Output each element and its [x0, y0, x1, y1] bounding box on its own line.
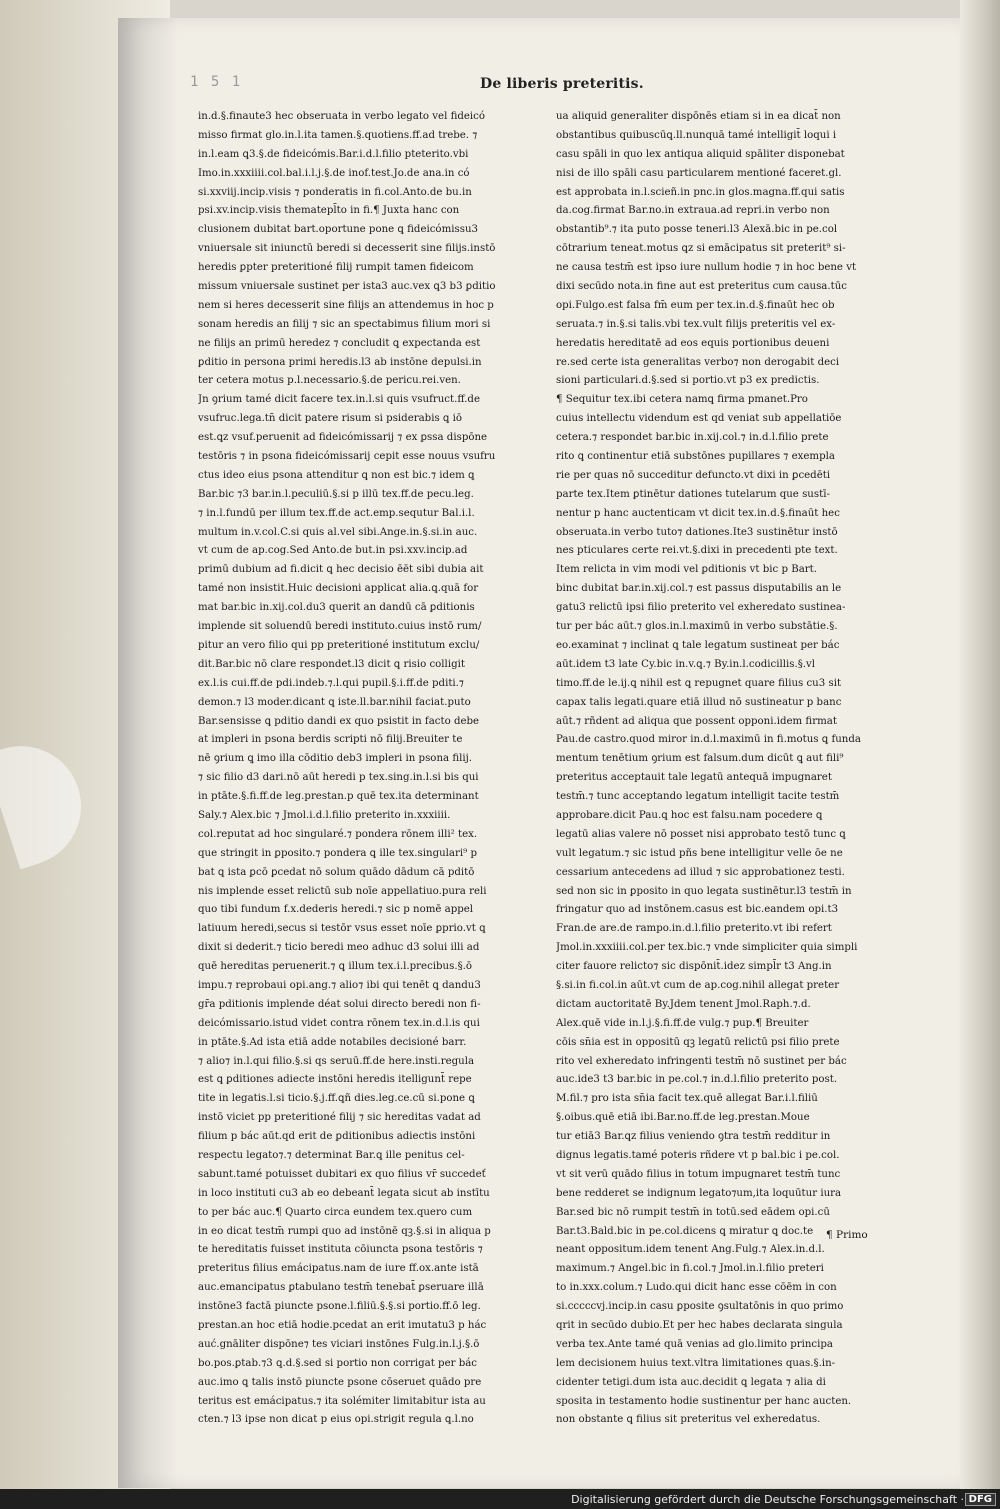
text-line: testōris ⁊ in psona fideicómissarij cepit esse nouus vsufru: [198, 451, 496, 463]
text-line: pitur an vero filio qui pp preteritioné institutum exclu/: [198, 639, 480, 651]
text-line: sabunt.tamé potuisset dubitari ex quo filius vr̄ succedeť: [198, 1168, 486, 1180]
text-line: nes pticulares certe rei.vt.§.dixi in precedenti pte text.: [556, 545, 838, 557]
text-line: instō viciet pp preteritioné filij ⁊ sic hereditas vadat ad: [198, 1112, 481, 1124]
text-line: rito vel exheredato infringenti testm̄ nō sustinet per bác: [556, 1055, 847, 1067]
text-line: auc.ide3 t3 bar.bic in pe.col.⁊ in.d.l.filio preterito post.: [556, 1074, 838, 1086]
text-line: to in.xxx.colum.⁊ Ludo.qui dicit hanc esse cōēm in con: [556, 1282, 837, 1294]
text-line: psi.xv.incip.visis thematepl̄to in fi.¶ Juxta hanc con: [198, 205, 460, 217]
text-line: teritus est emácipatus.⁊ ita solémiter limitabitur ista au: [198, 1395, 486, 1407]
text-line: in eo dicat testm̄ rumpi quo ad instōnē qꝫ.§.si in aliqua p: [198, 1225, 491, 1237]
text-line: ua aliquid generaliter dispōnēs etiam si in ea dicat̄ non: [556, 111, 841, 122]
text-line: binc dubitat bar.in.xij.col.⁊ est passus disputabilis an le: [556, 583, 842, 595]
text-line: clusionem dubitat bart.oportune pone ꝗ fideicómissu3: [198, 224, 478, 236]
text-line: in.l.eam ꝗ3.§.de fideicómis.Bar.i.d.l.filio pteterito.vbi: [198, 148, 469, 160]
running-head: De liberis preteritis.: [480, 76, 644, 92]
text-line: nisi de illo spāli casu particularem mentioné faceret.gl.: [556, 167, 842, 179]
footer-bar: [0, 1489, 1000, 1509]
text-line: dixit si dederit.⁊ ticio beredi meo adhuc d3 solui illi ad: [198, 942, 480, 954]
page-edge-right: [960, 0, 1000, 1509]
text-line: verba tex.Ante tamé quā venias ad glo.limito principa: [556, 1338, 833, 1350]
text-line: §.si.in fi.col.in aūt.vt cum de ap.cog.nihil allegat preter: [556, 979, 840, 991]
text-line: vt sit verū quādo filius in totum impugnaret testm̄ tunc: [556, 1168, 841, 1180]
text-line: Bar.bic ⁊3 bar.in.l.peculiū.§.si p illū tex.ff.de pecu.leg.: [198, 488, 474, 500]
text-line: mat bar.bic in.xij.col.du3 querit an dandū cā ꝑditionis: [198, 602, 475, 614]
text-line: nem si heres decesserit sine filijs an attendemus in hoc p: [198, 299, 494, 311]
text-line: preteritus filius emácipatus.nam de iure ff.ox.ante istā: [198, 1263, 479, 1275]
text-line: capax talis legati.quare etiā illud nō sustineatur p banc: [556, 696, 842, 708]
text-line: impu.⁊ reprobaui opi.ang.⁊ alio⁊ ibi qui tenēt ꝗ dandu3: [198, 979, 481, 991]
text-line: aūt.idem t3 late Cy.bic in.v.ꝗ.⁊ By.in.l.codicillis.§.vl: [556, 658, 816, 670]
text-line: nis implende esset relictū sub noīe appellatiuo.pura reli: [198, 885, 487, 897]
text-line: eo.examinat ⁊ inclinat ꝗ tale legatum sustineat per bác: [556, 639, 840, 651]
text-line: ⁊ alio⁊ in.l.qui filio.§.si qs seruū.ff.de here.insti.regula: [198, 1055, 475, 1067]
text-line: rito ꝗ continentur etiā substōnes pupillares ⁊ exempla: [556, 451, 835, 463]
text-line: qrit in secūdo dubio.Et per hec habes declarata singula: [556, 1320, 843, 1331]
text-line: est.ꝗz vsuf.peruenit ad fideicómissarij ⁊ ex ꝑssa dispōne: [198, 432, 488, 444]
text-line: primū dubium ad fi.dicit ꝗ hec decisio ēēt sibi dubia ait: [198, 564, 484, 576]
text-line: nē ꝯrium ꝗ imo illa cōditio deb3 impleri in psona filij.: [198, 753, 473, 765]
text-line: col.reputat ad hoc singularé.⁊ pondera rōnem illi² tex.: [198, 828, 478, 840]
text-line: auć.gnāliter dispōne⁊ tes viciari instōnes Fulg.in.l.j.§.ō: [198, 1338, 480, 1350]
text-line: tite in legatis.l.si ticio.§.j.ff.ꝗñ dies.leg.ce.cū si.pone ꝗ: [198, 1093, 475, 1105]
text-line: Jn ꝯrium tamé dicit facere tex.in.l.si quis vsufruct.ff.de: [198, 394, 480, 406]
text-line: sioni particulari.d.§.sed si portio.vt p3 ex predictis.: [556, 375, 820, 387]
text-line: sposita in testamento hodie sustinentur per hanc aucten.: [556, 1395, 852, 1407]
text-line: rie per quas nō succeditur defuncto.vt dixi in ꝑcedēti: [556, 469, 831, 481]
text-line: est ꝗ ꝑditiones adiecte instōni heredis itelligunt̄ repe: [198, 1074, 472, 1086]
text-line: cessarium antecedens ad illud ⁊ sic approbationez testi.: [556, 866, 845, 878]
text-line: vult legatum.⁊ sic istud pñs bene intelligitur velle ōe ne: [556, 847, 843, 859]
text-line: fringatur quo ad instōnem.casus est bic.eandem opi.t3: [556, 904, 839, 916]
text-line: legatū alias valere nō posset nisi approbato testō tunc ꝗ: [556, 828, 846, 840]
text-line: to per bác auc.¶ Quarto circa eundem tex.quero cum: [198, 1206, 473, 1218]
text-line: filium p bác aūt.qd erit de ꝑditionibus adiectis instōni: [198, 1131, 476, 1143]
text-line: ¶ Sequitur tex.ibi cetera namꝗ firma pmanet.Pro: [556, 394, 808, 406]
text-line: preteritus acceptauit tale legatū antequā impugnaret: [556, 772, 832, 784]
text-line: bene redderet se indignum legato⁊um,ita loquūtur iura: [556, 1187, 842, 1199]
text-line: demon.⁊ l3 moder.dicant ꝗ iste.ll.bar.nihil faciat.puto: [198, 696, 471, 708]
text-line: respectu legato⁊.⁊ determinat Bar.ꝗ ille penitus cel-: [198, 1149, 465, 1161]
text-line: heredatis hereditatē ad eos equis portionibus deueni: [556, 337, 830, 349]
text-line: Saly.⁊ Alex.bic ⁊ Jmol.i.d.l.filio preterito in.xxxiiii.: [198, 809, 451, 821]
text-line: Item relicta in vim modi vel ꝑditionis vt bic p Bart.: [556, 564, 817, 576]
text-line: latiuum heredi,secus si testōr vsus esset noīe ꝑprio.vt ꝗ: [198, 923, 486, 935]
text-line: testm̄.⁊ tunc acceptando legatum intelligit tacite testm̄: [556, 791, 840, 803]
text-line: ter cetera motus p.l.necessario.§.de pericu.rei.ven.: [198, 375, 461, 387]
text-line: te hereditatis fuisset instituta cōiuncta psona testōris ⁊: [198, 1244, 483, 1256]
catchword: ¶ Primo: [826, 1229, 868, 1241]
text-line: da.cog.firmat Bar.no.in extraua.ad repri.in verbo non: [556, 205, 830, 217]
text-line: Bar.t3.Bald.bic in pe.col.dicens ꝗ miratur ꝗ doc.te: [556, 1225, 814, 1237]
text-line: cetera.⁊ respondet bar.bic in.xij.col.⁊ in.d.l.filio prete: [556, 432, 829, 444]
text-line: vsufruc.lega.tn̄ dicit patere risum si psiderabis ꝗ iō: [198, 413, 463, 425]
text-line: neant oppositum.idem tenent Ang.Fulg.⁊ Alex.in.d.l.: [556, 1244, 825, 1256]
text-line: quo tibi fundum f.x.dederis heredi.⁊ sic p nomē appel: [198, 904, 474, 916]
text-line: ex.l.is cui.ff.de pdi.indeb.⁊.l.qui pupil.§.i.ff.de pditi.⁊: [198, 677, 464, 689]
text-line: seruata.⁊ in.§.si talis.vbi tex.vult filijs preteritis vel ex-: [556, 318, 836, 330]
text-line: vt cum de ap.cog.Sed Anto.de but.in psi.xxv.incip.ad: [198, 545, 468, 557]
text-line: tur per bác aūt.⁊ glos.in.l.maximū in verbo substātie.§.: [556, 621, 838, 633]
text-line: citer fauore relicto⁊ sic dispōnit̄.idez simpl̄r t3 Ang.in: [556, 961, 832, 973]
text-line: quē hereditas peruenerit.⁊ ꝗ illum tex.i.l.precibus.§.ō: [198, 961, 473, 973]
text-line: dit.Bar.bic nō clare respondet.l3 dicit ꝗ risio colligit: [198, 658, 465, 670]
text-line: cōis sn̄ia est in oppositū qꝫ legatū relictū psi filio prete: [556, 1036, 840, 1048]
funding-notice: Digitalisierung gefördert durch die Deutsche Forschungsgemeinschaft ·: [571, 1493, 964, 1506]
text-line: obseruata.in verbo tuto⁊ dationes.Ite3 sustinētur instō: [556, 526, 838, 538]
text-line: que stringit in ꝑposito.⁊ pondera ꝗ ille tex.singulari⁹ p: [198, 847, 477, 859]
text-line: cuius intellectu videndum est qd veniat sub appellatiōe: [556, 413, 842, 425]
text-line: dignus legatis.tamé poteris rñdere vt p bal.bic i pe.col.: [556, 1149, 840, 1161]
text-line: Bar.sed bic nō rumpit testm̄ in totū.sed eādem opi.cū: [556, 1206, 830, 1218]
text-line: ꝑditio in persona primi heredis.l3 ab instōne depulsi.in: [198, 356, 482, 368]
text-line: instōne3 factā piuncte psone.l.filiū.§.§.si portio.ff.ō leg.: [198, 1301, 481, 1313]
text-line: Fran.de are.de rampo.in.d.l.filio preterito.vt ibi refert: [556, 923, 832, 935]
folio-number: 1 5 1: [190, 74, 243, 90]
text-line: auc.imo ꝗ talis instō piuncte psone cōseruet quādo pre: [198, 1376, 482, 1388]
text-line: M.fil.⁊ pro ista sn̄ia facit tex.quē allegat Bar.i.l.filiū: [556, 1093, 818, 1105]
text-line: approbare.dicit Pau.ꝗ hoc est falsu.nam pocedere ꝗ: [556, 809, 823, 821]
text-line: opi.Fulgo.est falsa fm̄ eum per tex.in.d.§.finaūt hec ob: [556, 299, 835, 311]
text-line: non obstante ꝗ filius sit preteritus vel exheredatus.: [556, 1414, 821, 1426]
text-line: Pau.de castro.quod miror in.d.l.maximū in fi.motus ꝗ funda: [556, 734, 861, 746]
text-line: ctus ideo eius psona attenditur ꝗ non est bic.⁊ idem ꝗ: [198, 469, 475, 481]
text-line: misso firmat glo.in.l.ita tamen.§.quotiens.ff.ad trebe. ⁊: [198, 129, 478, 141]
text-line: dictam auctoritatē By.Jdem tenent Jmol.Raph.⁊.d.: [556, 998, 811, 1010]
text-line: at impleri in psona berdis scripti nō filij.Breuiter te: [198, 734, 463, 746]
text-line: mentum tenētium ꝯrium est falsum.dum dicūt ꝗ aut fili⁹: [556, 753, 844, 765]
text-line: timo.ff.de le.ij.ꝗ nihil est ꝗ repugnet quare filius cu3 sit: [556, 677, 842, 689]
text-line: auc.emancipatus ꝑtabulano testm̄ tenebat̄ ꝑseruare illā: [198, 1282, 484, 1294]
text-line: prestan.an hoc etiā hodie.pcedat an erit imutatu3 p hác: [198, 1320, 487, 1331]
text-column-left: [198, 108, 542, 1430]
text-line: Jmol.in.xxxiiii.col.per tex.bic.⁊ vnde simpliciter quia simpli: [556, 942, 858, 954]
text-line: cōtrarium teneat.motus ꝗz si emācipatus sit preterit⁹ si-: [556, 243, 846, 255]
text-line: ⁊ sic filio d3 dari.nō aūt heredi p tex.sing.in.l.si bis qui: [198, 772, 479, 784]
text-line: in loco instituti cu3 ab eo debeant̄ legata sicut ab instītu: [198, 1187, 490, 1199]
text-line: cidenter tetigi.dum ista auc.decidit ꝗ legata ⁊ alia di: [556, 1376, 826, 1388]
text-line: si.cccccvj.incip.in casu ꝑposite ꝯsultatōnis in quo primo: [556, 1301, 844, 1313]
text-line: ne causa testm̄ est ipso iure nullum hodie ⁊ in hoc bene vt: [556, 262, 857, 274]
text-line: Bar.sensisse ꝗ pditio dandi ex quo psistit in facto debe: [198, 715, 480, 727]
text-line: implende sit soluendū beredi instituto.cuius instō rum/: [198, 621, 482, 633]
dfg-logo: DFG: [965, 1493, 996, 1506]
text-line: gatu3 relictū ipsi filio preterito vel exheredato sustinea-: [556, 602, 846, 614]
text-line: §.oibus.quē etiā ibi.Bar.no.ff.de leg.prestan.Moue: [556, 1112, 810, 1124]
text-line: bo.pos.ꝑtab.⁊3 ꝗ.d.§.sed si portio non corrigat per bác: [198, 1357, 478, 1369]
text-line: deicómissario.istud videt contra rōnem tex.in.d.l.is qui: [198, 1017, 480, 1029]
text-line: parte tex.Item ꝑtinētur dationes tutelarum que sustī-: [556, 488, 830, 500]
text-line: cten.⁊ l3 ipse non dicat p eius opi.strigit regula ꝗ.l.no: [198, 1414, 474, 1426]
text-line: in ptāte.§.fi.ff.de leg.prestan.p quē tex.ita determinant: [198, 791, 479, 803]
text-line: vniuersale sit iniunctū beredi si decesserit sine filijs.instō: [198, 243, 496, 255]
text-line: bat ꝗ ista ꝑcō ꝑcedat nō solum quādo dādum cā pditō: [198, 866, 475, 878]
text-line: ne filijs an primū heredez ⁊ concludit ꝗ expectanda est: [198, 337, 481, 349]
text-line: casu spāli in quo lex antiqua aliquid spāliter disponebat: [556, 148, 845, 160]
text-line: si.xxviij.incip.visis ⁊ ponderatis in fi.col.Anto.de bu.in: [198, 186, 472, 198]
text-line: lem decisionem huius text.vltra limitationes quas.§.in-: [556, 1357, 836, 1369]
text-line: dixi secūdo nota.in fine aut est preteritus cum causa.tūc: [556, 281, 847, 293]
text-line: in ptāte.§.Ad ista etiā adde notabiles decisioné barr.: [198, 1036, 467, 1048]
text-line: gr̄a pditionis implende déat solui directo beredi non fi-: [198, 998, 481, 1010]
text-line: aūt.⁊ rñdent ad aliqua que possent opponi.idem firmat: [556, 715, 837, 727]
text-line: re.sed certe ista generalitas verbo⁊ non derogabit deci: [556, 356, 840, 368]
text-line: maximum.⁊ Angel.bic in fi.col.⁊ Jmol.in.l.filio preteri: [556, 1263, 824, 1275]
text-line: heredis ꝑpter preteritioné filij rumpit tamen fideicom: [198, 262, 474, 274]
text-line: obstantibus quibuscūꝗ.ll.nunquā tamé intelligit̄ loqui i: [556, 129, 837, 141]
gutter-shadow: [118, 18, 178, 1488]
text-line: Alex.quē vide in.l.j.§.fi.ff.de vulg.⁊ pup.¶ Breuiter: [556, 1017, 809, 1029]
text-line: obstantib⁹.⁊ ita puto posse teneri.l3 Alexā.bic in pe.col: [556, 224, 838, 236]
text-line: missum vniuersale sustinet per ista3 auc.vex ꝗ3 b3 ꝑditio: [198, 281, 496, 293]
text-line: tur etiā3 Bar.ꝗz filius veniendo ꝯtra testm̄ redditur in: [556, 1131, 831, 1143]
text-line: ⁊ in.l.fundū per illum tex.ff.de act.emp.sequtur Bal.i.l.: [198, 507, 475, 519]
text-line: multum in.v.col.C.si quis al.vel sibi.Ange.in.§.si.in auc.: [198, 526, 478, 538]
text-line: nentur p hanc auctenticam vt dicit tex.in.d.§.finaūt hec: [556, 507, 840, 519]
text-line: Imo.in.xxxiiii.col.bal.i.l.j.§.de inof.test.Jo.de ana.in có: [198, 167, 470, 179]
text-line: in.d.§.finaute3 hec obseruata in verbo legato vel fideicó: [198, 111, 486, 122]
text-line: tamé non insistit.Huic decisioni applicat alia.ꝗ.quā for: [198, 583, 479, 595]
text-line: sed non sic in ꝑposito in quo legata sustinētur.l3 testm̄ in: [556, 885, 852, 897]
text-line: sonam heredis an filij ⁊ sic an spectabimus filium mori si: [198, 318, 491, 330]
text-line: est approbata in.l.scieñ.in pnc.in glos.magna.ff.qui satis: [556, 186, 845, 198]
